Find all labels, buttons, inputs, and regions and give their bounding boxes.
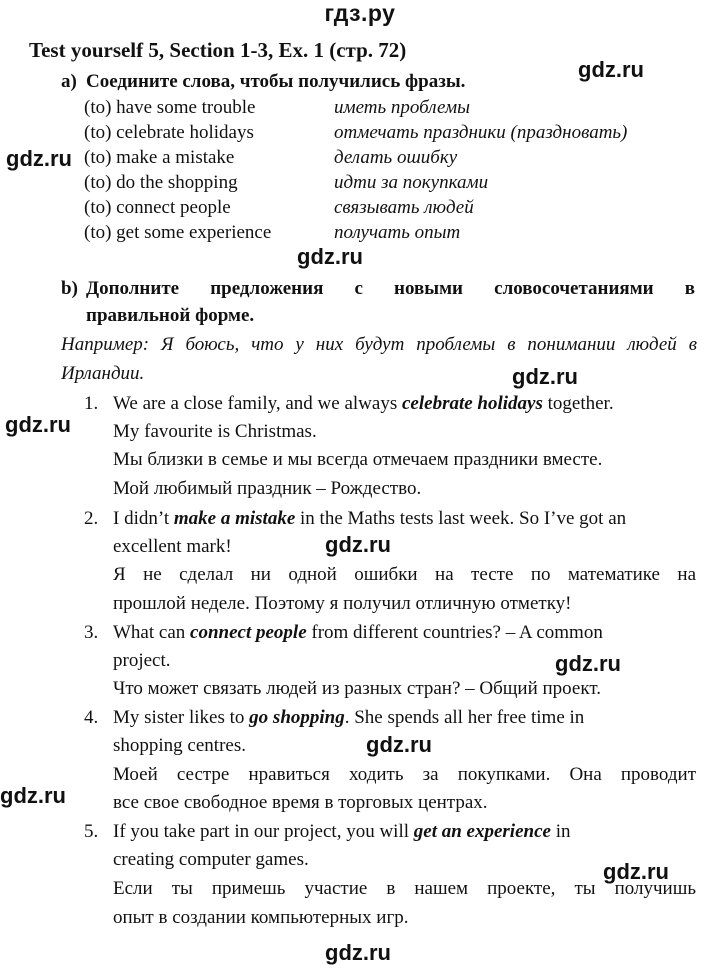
watermark: gdz.ru bbox=[512, 364, 578, 389]
exercise-title: Test yourself 5, Section 1-3, Ex. 1 (стр. 72) bbox=[29, 38, 407, 62]
item-ru-line: Я не сделал ни одной ошибки на тесте по математике на bbox=[113, 564, 696, 585]
section-a-label: a) bbox=[61, 71, 77, 92]
phrase-en: (to) do the shopping bbox=[84, 172, 238, 193]
item-en-line: What can connect people from different countries? – A common bbox=[113, 622, 603, 643]
phrase-ru: иметь проблемы bbox=[334, 97, 470, 118]
watermark: gdz.ru bbox=[5, 412, 71, 437]
item-ru-line: прошлой неделе. Поэтому я получил отличную отметку! bbox=[113, 593, 572, 614]
phrase-en: (to) get some experience bbox=[84, 222, 272, 243]
item-en-line: My sister likes to go shopping. She spends all her free time in bbox=[113, 707, 585, 728]
item-number: 3. bbox=[84, 622, 99, 643]
phrase-ru: связывать людей bbox=[334, 197, 474, 218]
item-number: 5. bbox=[84, 821, 99, 842]
phrase-en: (to) connect people bbox=[84, 197, 231, 218]
watermark: gdz.ru bbox=[555, 651, 621, 676]
section-b-instruction: Дополните предложения с новыми словосочетаниями в bbox=[86, 278, 695, 299]
watermark: gdz.ru bbox=[603, 859, 669, 884]
item-ru-line: Что может связать людей из разных стран? – Общий проект. bbox=[113, 678, 601, 699]
highlight-phrase: get an experience bbox=[413, 821, 551, 842]
section-b-label: b) bbox=[61, 278, 78, 299]
phrase-en: (to) make a mistake bbox=[84, 147, 235, 168]
item-ru-line: опыт в создании компьютерных игр. bbox=[113, 907, 409, 928]
phrase-ru: делать ошибку bbox=[334, 147, 458, 168]
item-ru-line: Если ты примешь участие в нашем проекте, ты получишь bbox=[113, 878, 696, 899]
watermark: gdz.ru bbox=[325, 940, 391, 965]
item-ru-line: все свое свободное время в торговых центрах. bbox=[113, 792, 488, 813]
item-ru-line: Мой любимый праздник – Рождество. bbox=[113, 478, 422, 499]
watermark: gdz.ru bbox=[297, 244, 363, 269]
item-en-line: I didn’t make a mistake in the Maths tests last week. So I’ve got an bbox=[113, 508, 627, 529]
example-text-cont: Ирландии. bbox=[61, 363, 145, 384]
example-text: Например: Я боюсь, что у них будут проблемы в понимании людей в bbox=[61, 334, 697, 355]
phrase-en: (to) have some trouble bbox=[84, 97, 256, 118]
highlight-phrase: celebrate holidays bbox=[401, 393, 543, 414]
highlight-phrase: connect people bbox=[190, 622, 307, 643]
item-en-line: creating computer games. bbox=[113, 849, 309, 870]
item-number: 1. bbox=[84, 393, 99, 414]
highlight-phrase: go shopping bbox=[249, 707, 345, 728]
section-b-instruction-cont: правильной форме. bbox=[86, 305, 255, 326]
watermark: gdz.ru bbox=[325, 532, 391, 557]
phrase-en: (to) celebrate holidays bbox=[84, 122, 254, 143]
item-ru-line: Моей сестре нравиться ходить за покупками. Она проводит bbox=[113, 764, 696, 785]
phrase-ru: получать опыт bbox=[334, 222, 461, 243]
item-en-line: excellent mark! bbox=[113, 536, 232, 557]
highlight-phrase: make a mistake bbox=[173, 508, 296, 529]
item-ru-line: Мы близки в семье и мы всегда отмечаем праздники вместе. bbox=[113, 449, 603, 470]
phrase-ru: идти за покупками bbox=[334, 172, 489, 193]
watermark: gdz.ru bbox=[578, 57, 644, 82]
item-en-line: If you take part in our project, you will get an experience in bbox=[113, 821, 571, 842]
item-en-line: project. bbox=[113, 650, 171, 671]
item-en-line: My favourite is Christmas. bbox=[113, 421, 317, 442]
watermark: gdz.ru bbox=[366, 732, 432, 757]
phrase-ru: отмечать праздники (праздновать) bbox=[334, 122, 628, 143]
watermark: gdz.ru bbox=[6, 146, 72, 171]
item-number: 4. bbox=[84, 707, 99, 728]
item-number: 2. bbox=[84, 508, 99, 529]
site-header: гдз.ру bbox=[324, 0, 396, 26]
item-en-line: shopping centres. bbox=[113, 735, 246, 756]
watermark: gdz.ru bbox=[0, 783, 66, 808]
item-en-line: We are a close family, and we always celebrate holidays together. bbox=[113, 393, 614, 414]
section-a-instruction: Соедините слова, чтобы получились фразы. bbox=[86, 71, 466, 92]
